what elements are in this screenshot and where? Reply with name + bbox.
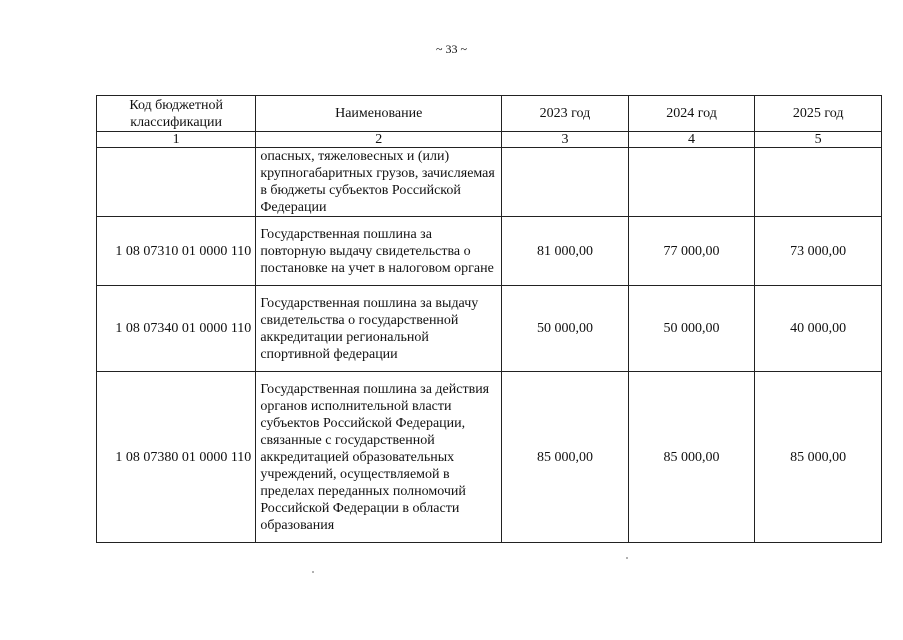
item-name: опасных, тяжеловесных и (или) крупногабаритных грузов, зачисляемая в бюджеты субъектов Российской Федерации [256, 148, 502, 217]
amount-2024: 85 000,00 [628, 372, 755, 543]
column-number: 3 [502, 132, 629, 148]
amount-2023: 85 000,00 [502, 372, 629, 543]
table-row [97, 372, 882, 543]
table-row [97, 217, 882, 286]
scan-speck [626, 557, 628, 559]
item-name: Государственная пошлина за повторную выдачу свидетельства о постановке на учет в налоговом органе [256, 217, 502, 286]
header-2023: 2023 год [502, 96, 629, 132]
header-2024: 2024 год [628, 96, 755, 132]
amount-2023 [502, 148, 629, 217]
column-number: 2 [256, 132, 502, 148]
column-numbers-row [97, 132, 882, 148]
amount-2024: 77 000,00 [628, 217, 755, 286]
budget-code: 1 08 07380 01 0000 110 [97, 372, 256, 543]
table-row [97, 286, 882, 372]
amount-2024 [628, 148, 755, 217]
item-name: Государственная пошлина за действия органов исполнительной власти субъектов Российской Федерации, связанные с государственной аккредитацией образовательных учреждений, осуществляемой в пределах переданных полномочий Российской Федерации в области образования [256, 372, 502, 543]
budget-code [97, 148, 256, 217]
column-number: 5 [755, 132, 882, 148]
amount-2025: 85 000,00 [755, 372, 882, 543]
item-name: Государственная пошлина за выдачу свидетельства о государственной аккредитации региональной спортивной федерации [256, 286, 502, 372]
budget-table [96, 95, 882, 543]
header-budget-code: Код бюджетной классификации [97, 96, 256, 132]
amount-2025: 73 000,00 [755, 217, 882, 286]
amount-2023: 50 000,00 [502, 286, 629, 372]
scan-speck [312, 571, 314, 573]
amount-2025 [755, 148, 882, 217]
page-number: ~ 33 ~ [436, 42, 467, 56]
budget-code: 1 08 07340 01 0000 110 [97, 286, 256, 372]
budget-code: 1 08 07310 01 0000 110 [97, 217, 256, 286]
header-2025: 2025 год [755, 96, 882, 132]
table-header-row [97, 96, 882, 132]
amount-2025: 40 000,00 [755, 286, 882, 372]
header-name: Наименование [256, 96, 502, 132]
table-row [97, 148, 882, 217]
column-number: 1 [97, 132, 256, 148]
column-number: 4 [628, 132, 755, 148]
amount-2024: 50 000,00 [628, 286, 755, 372]
amount-2023: 81 000,00 [502, 217, 629, 286]
